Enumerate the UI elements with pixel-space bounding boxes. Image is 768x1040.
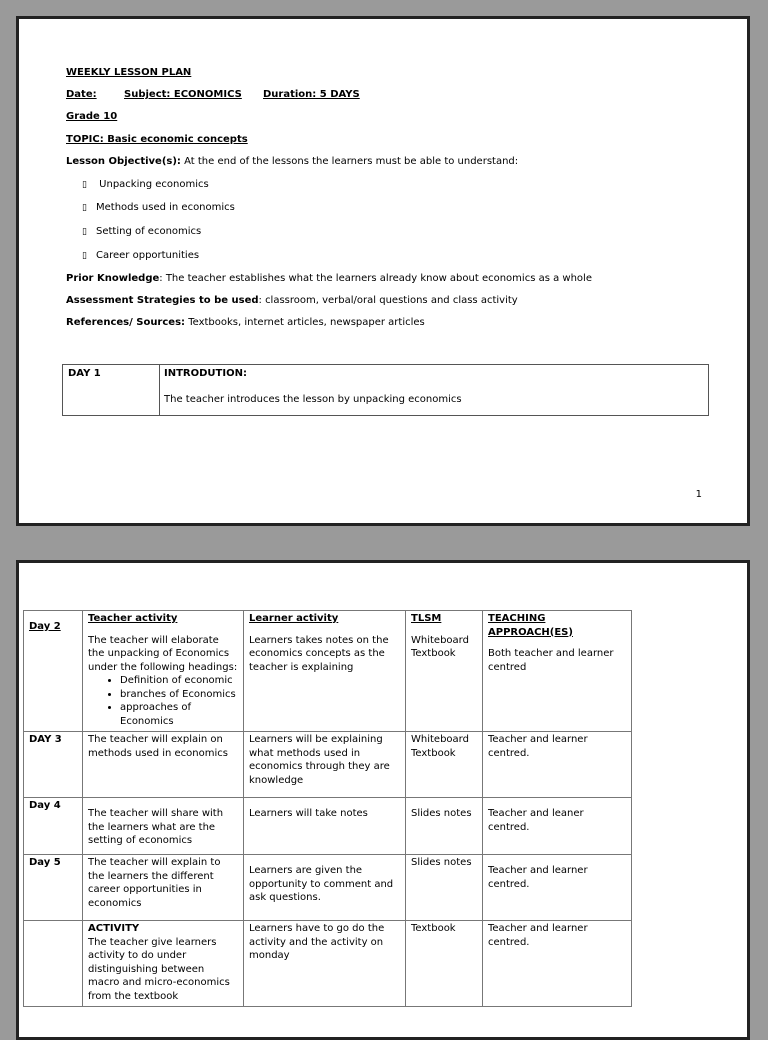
tlsm-cell: Slides notes [406,798,483,855]
learner-activity-cell: Learners will be explaining what methods used in economics through they are knowledge [244,732,406,798]
learner-activity-cell: Learners are given the opportunity to comment and ask questions. [244,855,406,921]
learner-activity-cell: Learner activity Learners takes notes on the economics concepts as the teacher is explaining [244,611,406,732]
list-item: • Definition of economic [120,674,238,688]
day-cell: Day 5 [24,855,83,921]
approach-cell: Teacher and learner centred. [483,921,632,1007]
prior-knowledge-text: : The teacher establishes what the learners already know about economics as a whole [159,273,592,284]
tlsm-cell: TLSM Whiteboard Textbook [406,611,483,732]
objective-item: ▯ Methods used in economics [82,202,235,213]
references-label: References/ Sources: [66,317,186,328]
header-teaching-approach: TEACHING APPROACH(ES) [488,613,573,638]
day-cell [24,921,83,1007]
lesson-objective [66,156,518,167]
date-label: Date: [66,89,97,100]
approach-cell: TEACHING APPROACH(ES) Both teacher and learner centred [483,611,632,732]
approach-cell: Teacher and leaner centred. [483,798,632,855]
learner-activity-cell: Learners will take notes [244,798,406,855]
approach-cell: Teacher and learner centred. [483,855,632,921]
page-number: 1 [695,489,702,500]
day-label: Day 2 [29,621,61,632]
table-row [24,921,632,1007]
teacher-activity-cell: Teacher activity The teacher will elaborate the unpacking of Economics under the following headings: • Definition of economic • branches of Economics • approaches of Economics [83,611,244,732]
bullet-icon: ▯ [82,203,87,213]
day-cell: Day 4 [24,798,83,855]
duration-label: Duration: 5 DAYS [263,89,360,100]
prior-knowledge [66,273,592,284]
list-item: • approaches of Economics [120,701,238,728]
teacher-activity-cell: The teacher will share with the learners what are the setting of economics [83,798,244,855]
header-teacher-activity: Teacher activity [88,613,178,624]
document-page-1 [16,16,750,526]
lesson-plan-table [23,610,632,1007]
day1-table [62,364,709,416]
prior-knowledge-label: Prior Knowledge [66,273,160,284]
assessment-text: : classroom, verbal/oral questions and class activity [258,295,518,306]
day-cell [24,611,83,732]
references-text: Textbooks, internet articles, newspaper articles [185,317,425,328]
table-row [24,611,632,732]
objective-item: ▯ Setting of economics [82,226,202,237]
document-page-2 [16,560,750,1040]
tlsm-cell: Slides notes [406,855,483,921]
teacher-activity-cell: The teacher will explain on methods used in economics [83,732,244,798]
bullet-icon: ▯ [82,180,87,190]
topic-label: TOPIC: Basic economic concepts [66,134,248,145]
assessment-strategies [66,295,518,306]
list-item: • branches of Economics [120,688,238,702]
tlsm-cell: Whiteboard Textbook [406,732,483,798]
lesson-plan-heading: WEEKLY LESSON PLAN [66,67,192,78]
table-row [24,732,632,798]
objective-item: ▯ Career opportunities [82,250,200,261]
teacher-headings-list [88,674,238,728]
assessment-label: Assessment Strategies to be used [66,295,259,306]
table-row [24,855,632,921]
header-learner-activity: Learner activity [249,613,339,624]
teacher-activity-cell: The teacher will explain to the learners the different career opportunities in economics [83,855,244,921]
header-tlsm: TLSM [411,613,442,624]
lesson-objective-text: At the end of the lessons the learners must be able to understand: [180,156,519,167]
day-cell: DAY 3 [24,732,83,798]
table-row [24,798,632,855]
day1-text: The teacher introduces the lesson by unpacking economics [164,394,462,405]
grade-label: Grade 10 [66,111,118,122]
bullet-icon: ▯ [82,251,87,261]
objective-item: ▯ Unpacking economics [82,179,209,190]
lesson-objective-label: Lesson Objective(s): [66,156,181,167]
day1-title: INTRODUTION: [164,368,247,379]
tlsm-cell: Textbook [406,921,483,1007]
learner-activity-cell: Learners have to go do the activity and the activity on monday [244,921,406,1007]
activity-title: ACTIVITY [88,923,140,934]
bullet-icon: ▯ [82,227,87,237]
teacher-activity-cell: ACTIVITY The teacher give learners activity to do under distinguishing between macro and micro-economics from the textbook [83,921,244,1007]
references [66,317,425,328]
subject-label: Subject: ECONOMICS [124,89,242,100]
day1-label: DAY 1 [68,368,101,379]
approach-cell: Teacher and learner centred. [483,732,632,798]
